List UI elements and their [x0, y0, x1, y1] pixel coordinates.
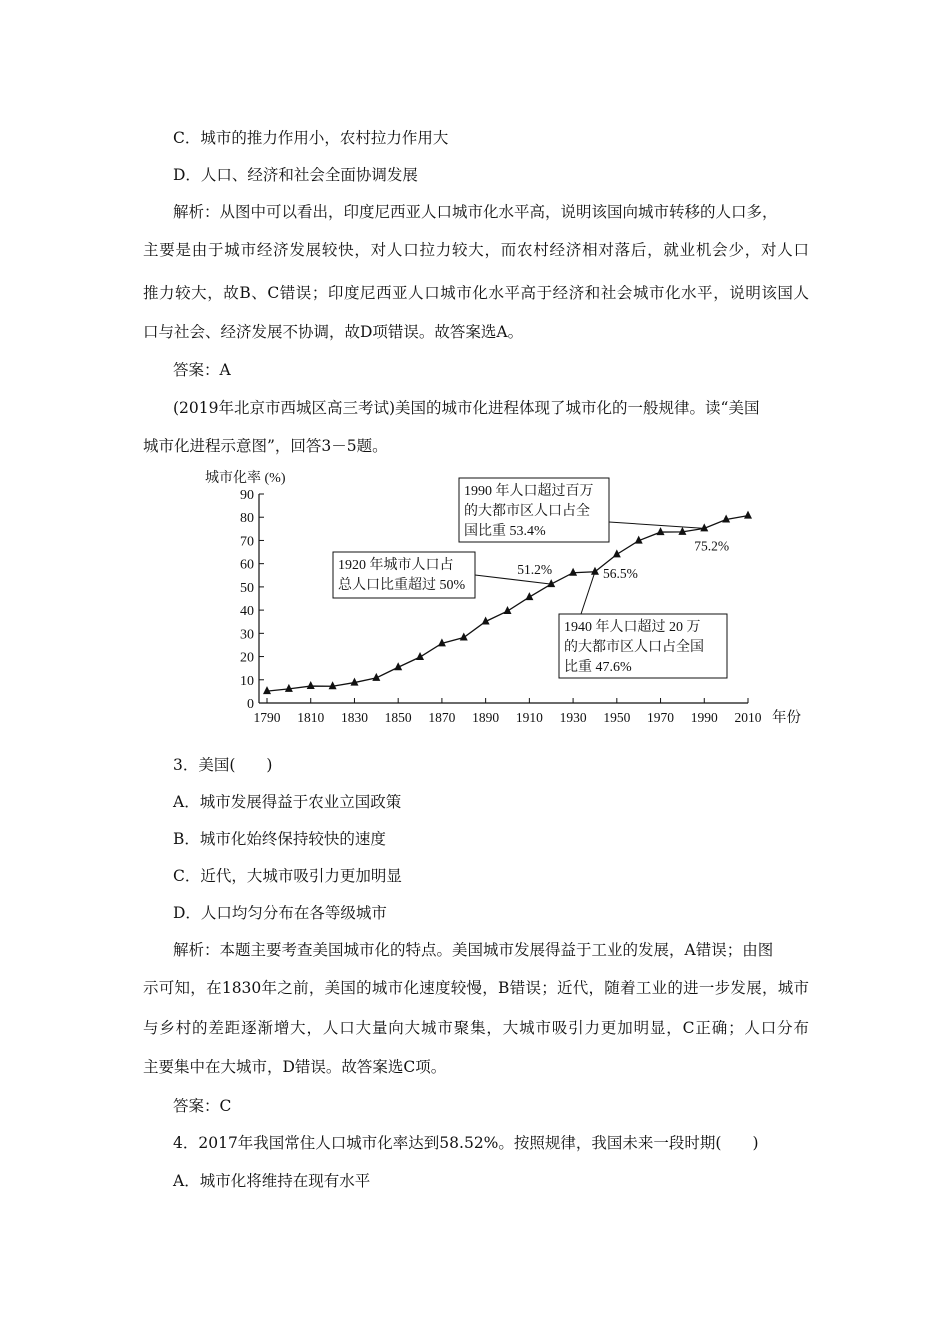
data-point	[591, 567, 599, 575]
analysis-line: 示可知，在1830年之前，美国的城市化速度较慢，B错误；近代，随着工业的进一步发展，城市	[143, 979, 809, 997]
callout-text: 的大都市区人口占全国	[564, 640, 704, 655]
x-tick-label: 1890	[472, 710, 500, 725]
y-tick-label: 0	[247, 697, 254, 712]
x-tick-label: 1810	[297, 710, 325, 725]
data-label: 75.2%	[694, 538, 730, 554]
intro-line: (2019年北京市西城区高三考试)美国的城市化进程体现了城市化的一般规律。读“美国	[173, 399, 760, 417]
callout-leader	[609, 522, 704, 528]
option-d: D．人口、经济和社会全面协调发展	[173, 166, 418, 184]
x-tick-label: 1990	[690, 710, 718, 725]
analysis-line: 推力较大，故B、C错误；印度尼西亚人口城市化水平高于经济和社会城市化水平，说明该国人	[143, 284, 809, 302]
data-point	[307, 681, 315, 689]
x-tick-label: 1790	[253, 710, 281, 725]
callout-text: 1940 年人口超过 20 万	[564, 620, 701, 635]
y-tick-label: 70	[240, 534, 254, 550]
data-label: 56.5%	[602, 565, 638, 581]
callout-text: 1990 年人口超过百万	[464, 484, 594, 499]
x-tick-label: 1870	[428, 710, 456, 725]
option-c: C．近代，大城市吸引力更加明显	[173, 867, 402, 885]
data-point	[460, 633, 468, 641]
answer: 答案：C	[173, 1097, 232, 1115]
data-point	[744, 511, 752, 519]
analysis-line: 与乡村的差距逐渐增大，人口大量向大城市聚集，大城市吸引力更加明显，C正确；人口分布	[143, 1019, 809, 1037]
analysis-line: 主要是由于城市经济发展较快，对人口拉力较大，而农村经济相对落后，就业机会少，对人口	[143, 241, 809, 259]
y-tick-label: 80	[240, 511, 254, 527]
x-tick-label: 1930	[559, 710, 587, 725]
y-tick-label: 50	[240, 580, 254, 596]
x-tick-label: 1850	[384, 710, 412, 725]
callout-text: 1920 年城市人口占	[338, 558, 454, 573]
callout-text: 总人口比重超过 50%	[338, 578, 466, 593]
data-point	[657, 527, 665, 535]
data-point	[263, 686, 271, 694]
callout-text: 国比重 53.4%	[464, 524, 546, 539]
x-tick-label: 2010	[734, 710, 762, 725]
y-axis-label: 城市化率 (%)	[205, 471, 286, 486]
callout-text: 比重 47.6%	[564, 660, 632, 675]
option-a: A．城市发展得益于农业立国政策	[173, 793, 402, 811]
y-tick-label: 90	[240, 488, 254, 503]
callout-leader	[581, 572, 595, 614]
data-point	[504, 606, 512, 614]
intro-line: 城市化进程示意图”，回答3－5题。	[143, 437, 388, 455]
x-tick-label: 1830	[340, 710, 368, 725]
y-tick-label: 60	[240, 557, 254, 573]
callout-text: 的大都市区人口占全	[464, 504, 590, 519]
x-tick-label: 1950	[603, 710, 631, 725]
y-tick-label: 10	[240, 673, 254, 689]
x-axis-label: 年份	[772, 710, 801, 726]
x-tick-label: 1970	[647, 710, 675, 725]
option-b: B．城市化始终保持较快的速度	[173, 830, 386, 848]
data-label: 51.2%	[517, 562, 553, 578]
analysis-line: 解析：从图中可以看出，印度尼西亚人口城市化水平高，说明该国向城市转移的人口多，	[173, 203, 778, 221]
question-stem: 4．2017年我国常住人口城市化率达到58.52%。按照规律，我国未来一段时期( )	[173, 1134, 759, 1152]
data-point	[569, 568, 577, 576]
y-tick-label: 40	[240, 604, 254, 620]
y-tick-label: 20	[240, 650, 254, 666]
option-a: A．城市化将维持在现有水平	[173, 1172, 371, 1190]
urbanization-chart	[195, 468, 801, 728]
analysis-line: 主要集中在大城市，D错误。故答案选C项。	[143, 1058, 447, 1076]
option-d: D．人口均匀分布在各等级城市	[173, 904, 387, 922]
question-stem: 3．美国( )	[173, 756, 273, 774]
analysis-line: 解析：本题主要考查美国城市化的特点。美国城市发展得益于工业的发展，A错误；由图	[173, 941, 774, 959]
option-c: C．城市的推力作用小，农村拉力作用大	[173, 129, 449, 147]
analysis-line: 口与社会、经济发展不协调，故D项错误。故答案选A。	[143, 323, 524, 341]
y-tick-label: 30	[240, 627, 254, 643]
answer: 答案：A	[173, 361, 231, 379]
x-tick-label: 1910	[515, 710, 543, 725]
